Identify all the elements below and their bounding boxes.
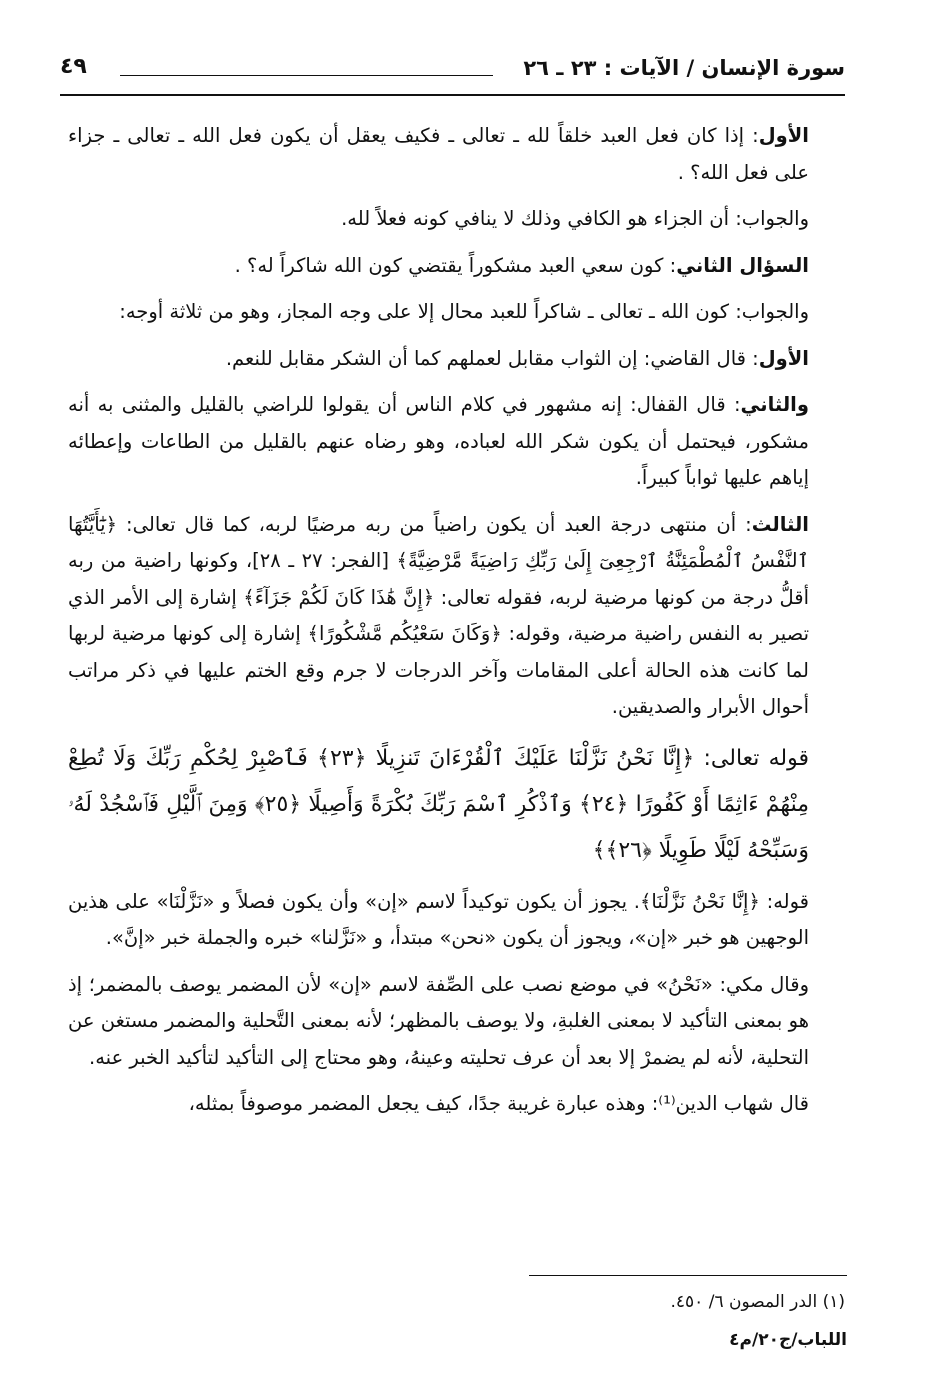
- page-number: ٤٩: [60, 54, 87, 79]
- header-rule: [120, 75, 493, 76]
- paragraph: [68, 248, 847, 285]
- running-title: سورة الإنسان / الآيات : ٢٣ ـ ٢٦: [523, 56, 845, 80]
- paragraph: [68, 884, 847, 957]
- paragraph-text: قوله: ﴿إِنَّا نَحْنُ نَزَّلْنَا﴾. يجوز أن يكون توكيداً لاسم «إن» وأن يكون فصلاً و «نَزَّلْنَا» على هذين الوجهين هو خبر «إن»، ويجوز أن يكون «نحن» مبتدأ، و «نَزَّلنا» خبره والجملة خبر «إنَّ».: [68, 889, 809, 949]
- paragraph: [68, 387, 847, 497]
- paragraph-text: : قال القاضي: إن الثواب مقابل لعملهم كما أن الشكر مقابل للنعم.: [225, 346, 759, 370]
- paragraph-lead: الأول: [758, 346, 809, 370]
- paragraph-text: والجواب: كون الله ـ تعالى ـ شاكراً للعبد محال إلا على وجه المجاز، وهو من ثلاثة أوجه:: [119, 300, 809, 323]
- quran-verse-block: [68, 736, 847, 874]
- paragraph-text: والجواب: أن الجزاء هو الكافي وذلك لا ينافي كونه فعلاً لله.: [341, 207, 809, 230]
- main-text: [68, 118, 847, 1133]
- paragraph-lead: الأول: [758, 124, 809, 147]
- paragraph-lead: والثاني: [740, 393, 809, 416]
- paragraph: [68, 118, 847, 191]
- footnote-rule: [529, 1275, 847, 1276]
- paragraph-text: وقال مكي: «نَحْنُ» في موضع نصب على الصِّفة لاسم «إن» لأن المضمر يوصف بالمضمر؛ إذ هو بمعنى التأكيد لا بمعنى الغلبةِ، ولا يوصف بالمظهر؛ لأنه بمعنى التَّحلية والمضمر مستغن عن التحلية، لأنه لم يضمرْ إلا بعد أن عرف تحليته وعينهُ، وهو محتاج إلى التأكيد لتأكيد الخبر عنه.: [68, 972, 809, 1069]
- paragraph: [68, 294, 847, 331]
- paragraph-lead: السؤال الثاني: [676, 253, 809, 277]
- paragraph: [68, 201, 847, 238]
- paragraph-text: : كون سعي العبد مشكوراً يقتضي كون الله شاكراً له؟ .: [234, 253, 677, 277]
- paragraph-text: : إذا كان فعل العبد خلقاً لله ـ تعالى ـ فكيف يعقل أن يكون فعل الله ـ تعالى ـ جزاء على فعل الله؟ .: [68, 124, 809, 184]
- paragraph-text: قال شهاب الدين⁽¹⁾: وهذه عبارة غريبة جدًا، كيف يجعل المضمر موصوفاً بمثله،: [188, 1092, 809, 1115]
- paragraph: [68, 507, 847, 726]
- paragraph-text: قوله تعالى: ﴿إِنَّا نَحْنُ نَزَّلْنَا عَلَيْكَ ٱلْقُرْءَانَ تَنزِيلًا ﴿٢٣﴾ فَٱصْبِرْ لِحُكْمِ رَبِّكَ وَلَا تُطِعْ مِنْهُمْ ءَاثِمًا أَوْ كَفُورًا ﴿٢٤﴾ وَٱذْكُرِ ٱسْمَ رَبِّكَ بُكْرَةً وَأَصِيلًا ﴿٢٥﴾ وَمِنَ ٱلَّيْلِ فَٱسْجُدْ لَهُۥ وَسَبِّحْهُ لَيْلًا طَوِيلًا ﴿٢٦﴾﴾: [68, 745, 809, 863]
- volume-reference: اللباب/ج٢٠/م٤: [729, 1330, 847, 1350]
- paragraph-text: : أن منتهى درجة العبد أن يكون راضياً من ربه مرضيًا لربه، كما قال تعالى: ﴿يَٰٓأَيَّتُهَا ٱلنَّفْسُ ٱلْمُطْمَئِنَّةُ ٱرْجِعِىٓ إِلَىٰ رَبِّكِ رَاضِيَةً مَّرْضِيَّةً﴾ [الفجر: ٢٧ ـ ٢٨]، وكونها راضية من ربه أقلُّ درجة من كونها مرضية لربه، فقوله تعالى: ﴿إِنَّ هَٰذَا كَانَ لَكُمْ جَزَآءً﴾ إشارة إلى الأمر الذي تصير به النفس راضية مرضية، وقوله: ﴿وَكَانَ سَعْيُكُم مَّشْكُورًا﴾ إشارة إلى كونها مرضية لربها لما كانت هذه الحالة أعلى المقامات وآخر الدرجات لا جرم وقع الختم عليها في ذكر مراتب أحوال الأبرار والصديقين.: [68, 512, 809, 718]
- paragraph-lead: الثالث: [751, 512, 809, 536]
- paragraph-text: : قال القفال: إنه مشهور في كلام الناس أن يقولوا للراضي بالقليل والمثنى به أنه مشكور، فيحتمل أن يكون شكر الله لعباده، وهو رضاه عنهم بالقليل من الطاعات وإعطائه إياهم عليها ثواباً كبيراً.: [68, 393, 809, 489]
- page-header: [60, 48, 845, 96]
- paragraph: [68, 1086, 847, 1123]
- paragraph: [68, 341, 847, 378]
- paragraph: [68, 967, 847, 1077]
- footnote: (١) الدر المصون ٦/ ٤٥٠.: [670, 1292, 845, 1312]
